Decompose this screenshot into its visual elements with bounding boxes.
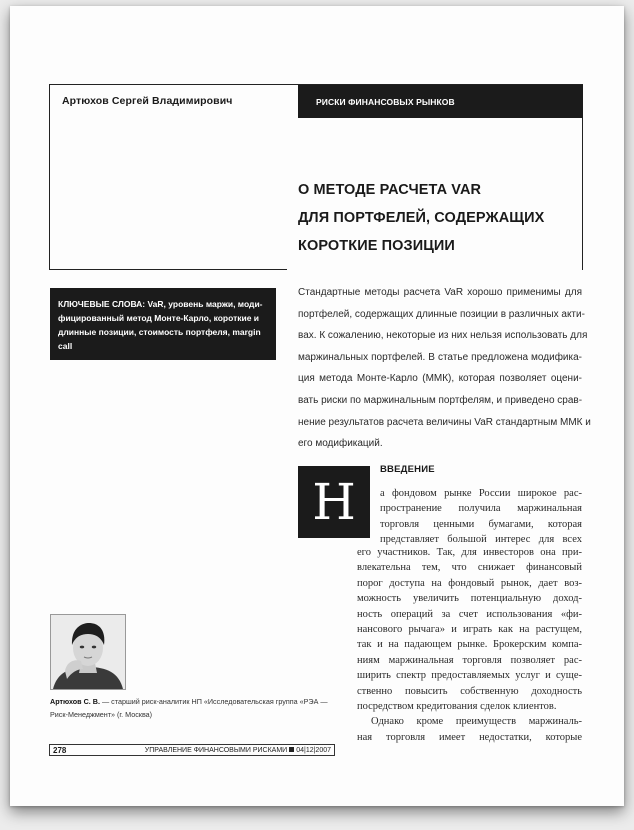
caption-name: Артюхов С. В. (50, 697, 100, 706)
body-line: так и на падающем рынке. Брокерским компа- (357, 639, 582, 651)
keywords-line: КЛЮЧЕВЫЕ СЛОВА: VaR, уровень маржи, моди- (58, 299, 263, 309)
body-line: а фондовом рынке России широкое рас- (380, 488, 582, 499)
body-line: порог доступа на фондовый рынок, дает воз- (357, 577, 582, 589)
body-line: ниям маржинальная торговля позволяет рас- (357, 654, 582, 666)
caption-text-line-2: Риск-Менеджмент» (г. Москва) (50, 710, 153, 719)
keywords-line: длинные позиции, стоимость портфеля, margin (58, 327, 261, 337)
body-line: ная торговля имеет недостатки, которые (357, 731, 582, 743)
section-heading: ВВЕДЕНИЕ (380, 464, 435, 475)
drop-cap-letter: Н (312, 473, 356, 531)
author-portrait-image (51, 615, 125, 689)
body-line: пространение получила маржинальная (380, 503, 582, 515)
body-line: его участников. Так, для инвесторов она при- (357, 547, 582, 558)
author-caption (50, 695, 340, 721)
drop-cap-box (298, 466, 370, 538)
page-number: 278 (53, 746, 67, 755)
abstract-line: портфелей, содержащих длинные позиции в различных акти- (298, 308, 585, 320)
rubric-banner (298, 85, 583, 118)
intro-paragraph-top (380, 486, 582, 548)
intro-paragraph (357, 545, 582, 745)
header-frame-rule (49, 269, 287, 270)
journal-info (145, 745, 331, 756)
title-line: ДЛЯ ПОРТФЕЛЕЙ, СОДЕРЖАЩИХ (298, 210, 545, 226)
body-line: влекательна тем, что снижает финансовый (357, 562, 582, 574)
title-line: О МЕТОДЕ РАСЧЕТА VAR (298, 182, 482, 198)
abstract-line: вать риски по маржинальным портфелям, и приведено срав- (298, 394, 583, 406)
caption-text: — старший риск-аналитик НП «Исследовательская группа «РЭА — (101, 697, 328, 706)
issue-number: 04|12|2007 (296, 747, 331, 754)
body-line: можность увеличить потенциальную доход- (357, 593, 582, 605)
keywords-line: call (58, 341, 73, 351)
body-line: Однако кроме преимуществ маржиналь- (371, 716, 582, 728)
body-line: ственно повысить собственную доходность (357, 685, 582, 697)
abstract-line: вах. К сожалению, некоторые из них нельзя использовать для (298, 330, 588, 342)
title-line: КОРОТКИЕ ПОЗИЦИИ (298, 238, 455, 254)
abstract-line: маржинальных портфелей. В статье предложена модифика- (298, 351, 582, 363)
keywords-line: фицированный метод Монте-Карло, короткие и (58, 313, 260, 323)
abstract-line: его модификаций. (298, 438, 383, 450)
author-name: Артюхов Сергей Владимирович (62, 95, 233, 107)
body-line: ширить спектр предоставляемых услуг и суще- (357, 670, 582, 682)
journal-name: УПРАВЛЕНИЕ ФИНАНСОВЫМИ РИСКАМИ (144, 747, 288, 754)
abstract-line: нение результатов расчета величины VaR стандартным ММК и (298, 416, 591, 428)
abstract (298, 282, 591, 455)
square-bullet-icon (289, 747, 294, 752)
body-line: ность операций за счет использования «фи- (357, 608, 582, 620)
article-title (298, 176, 578, 260)
rubric-label: РИСКИ ФИНАНСОВЫХ РЫНКОВ (316, 97, 455, 107)
abstract-line: Стандартные методы расчета VaR хорошо применимы для (298, 287, 582, 298)
body-line: представляет большой интерес для всех (380, 534, 582, 546)
page-footer (49, 744, 335, 756)
author-photo (50, 614, 126, 690)
keywords-box (50, 288, 276, 360)
body-line: посредством кредитования сделок клиентов. (357, 701, 557, 713)
body-line: торговля ценными бумагами, которая (380, 518, 582, 530)
abstract-line: ция метода Монте-Карло (ММК), которая позволяет оцени- (298, 373, 582, 385)
body-line: нансового рычага» и играть как на растущем, (357, 624, 582, 636)
